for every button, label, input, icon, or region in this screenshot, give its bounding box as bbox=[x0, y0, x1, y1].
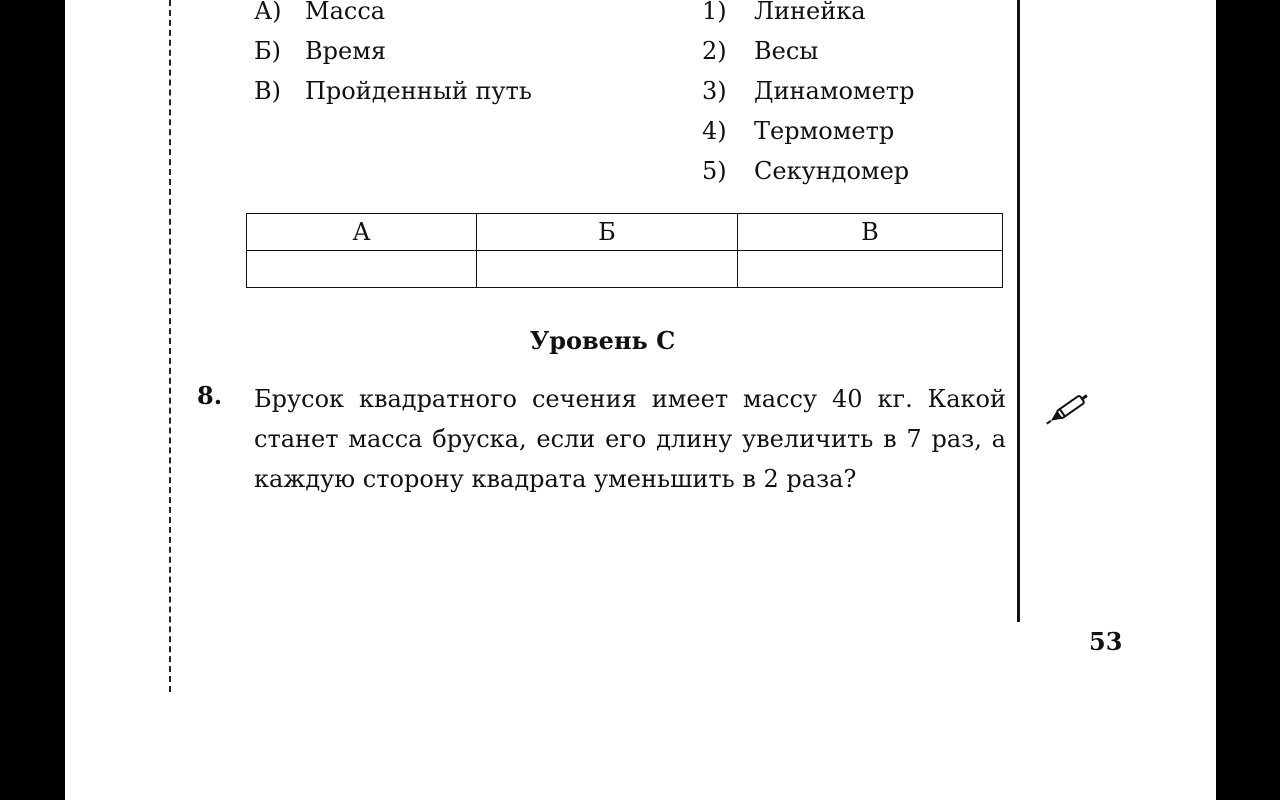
instrument-item: 2) Весы bbox=[702, 37, 819, 65]
answer-table bbox=[246, 213, 1003, 288]
answer-table-header-row bbox=[247, 214, 1003, 251]
instrument-item: 5) Секундомер bbox=[702, 157, 910, 185]
textbook-page bbox=[65, 0, 1216, 800]
task-text: Брусок квадратного сечения имеет массу 40 кг. Какой станет масса бруска, если его длину увеличить в 7 раз, а каждую сторону квадрата уменьшить в 2 раза? bbox=[254, 385, 1006, 493]
instrument-item: 3) Динамометр bbox=[702, 77, 915, 105]
header-cell-a: А bbox=[247, 214, 477, 251]
page-number: 53 bbox=[1089, 627, 1123, 656]
quantity-item: В) Пройденный путь bbox=[254, 77, 532, 105]
instrument-item: 4) Термометр bbox=[702, 117, 895, 145]
margin-rule bbox=[1017, 0, 1020, 622]
pen-icon bbox=[1045, 386, 1095, 430]
answer-cell-a[interactable] bbox=[247, 251, 477, 288]
answer-cell-v[interactable] bbox=[738, 251, 1003, 288]
answer-cell-b[interactable] bbox=[477, 251, 738, 288]
level-heading: Уровень С bbox=[529, 326, 676, 355]
answer-table-row bbox=[247, 251, 1003, 288]
quantity-item: А) Масса bbox=[254, 0, 386, 25]
header-cell-b: Б bbox=[477, 214, 738, 251]
quantity-item: Б) Время bbox=[254, 37, 387, 65]
task-number: 8. bbox=[197, 381, 223, 410]
instrument-item: 1) Линейка bbox=[702, 0, 866, 25]
header-cell-v: В bbox=[738, 214, 1003, 251]
